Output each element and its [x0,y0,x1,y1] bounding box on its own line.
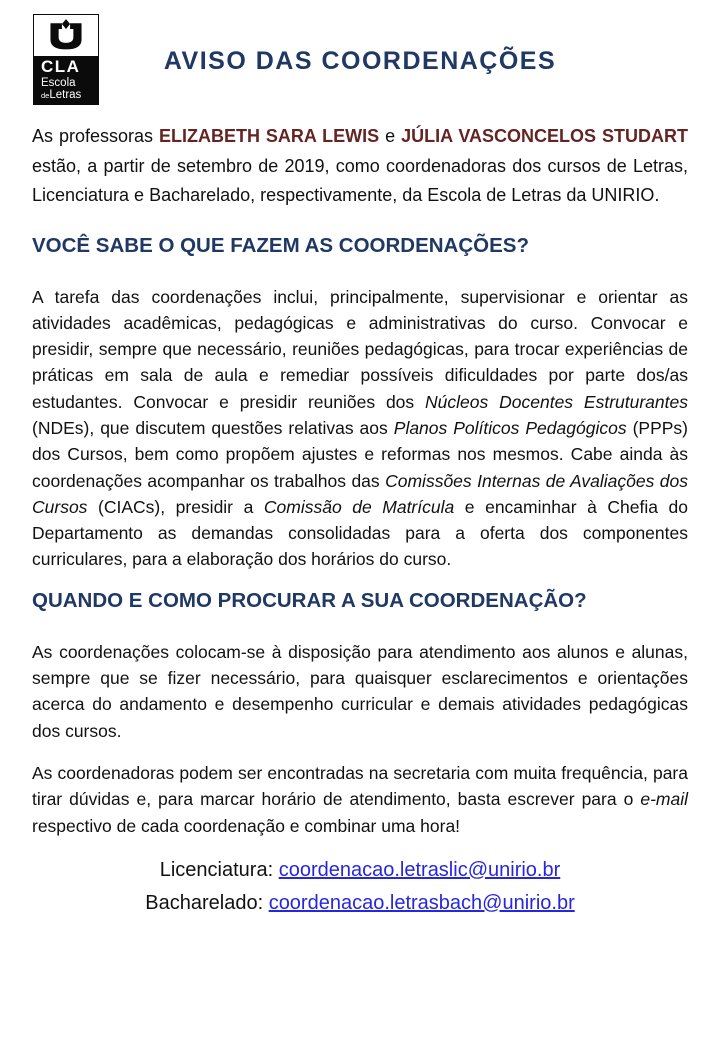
term-ppps: Planos Políticos Pedagógicos [393,417,627,438]
text-run: estão, a partir de setembro de 2019, como coordenadoras dos cursos de Letras, Licenciatura e Bacharelado, respectivamente, da Escola de Letras da UNIRIO. [32,155,688,205]
text-run: respectivo de cada coordenação e combinar uma hora! [32,815,461,836]
text-run: e [379,126,402,146]
text-run: e encaminhar à Chefia do Departamento as demandas consolidadas para a oferta dos componentes curriculares, para a elaboração dos horários do curso. [32,496,688,570]
availability-paragraph [32,639,688,744]
licenciatura-contact-line [32,854,688,887]
text-run: A tarefa das coordenações inclui, principalmente, supervisionar e orientar as atividades acadêmicas, pedagógicas e administrativas do curso. Convocar e presidir, sempre que necessário, reuniões pedagógicas, para trocar experiências de práticas em sala de aula e remediar possíveis dificuldades por parte dos/as estudantes. Convocar e presidir reuniões dos [32,286,688,412]
section-heading-when-how-contact: QUANDO E COMO PROCURAR A SUA COORDENAÇÃO? [32,588,587,612]
professor-name-elizabeth: ELIZABETH SARA LEWIS [158,126,380,146]
contact-emails [32,854,688,920]
bacharelado-contact-line [32,887,688,920]
cla-escola-letras-logo [33,14,99,105]
term-ciacs: Comissões Internas de Avaliações dos Cursos [32,470,688,517]
licenciatura-email-link[interactable]: coordenacao.letraslic@unirio.br [278,858,561,881]
section-heading-what-coordinations-do: VOCÊ SABE O QUE FAZEM AS COORDENAÇÕES? [32,233,529,257]
text-run: As coordenações colocam-se à disposição para atendimento aos alunos e alunas, sempre que se fizer necessário, para quaisquer esclarecimentos e orientações acerca do andamento e desempenho curricular e demais atividades pedagógicas dos cursos. [32,641,688,741]
professor-name-julia: JÚLIA VASCONCELOS STUDART [401,126,688,146]
term-email: e-mail [640,789,688,810]
logo-de-label: de [41,90,50,100]
term-comissao-matricula: Comissão de Matrícula [263,496,455,517]
text-run: As coordenadoras podem ser encontradas na secretaria com muita frequência, para tirar dúvidas e, para marcar horário de atendimento, basta escrever para o [32,762,688,810]
page-title: AVISO DAS COORDENAÇÕES [163,47,557,75]
unirio-u-icon [48,19,84,52]
bacharelado-label: Bacharelado: [145,891,269,914]
text-run: As professoras [32,126,159,146]
logo-letras-text: Letras [49,88,82,101]
document-body [0,122,720,920]
logo-escola-label: Escola [41,76,76,89]
logo-letras-label [41,89,98,101]
licenciatura-label: Licenciatura: [159,858,279,881]
tasks-paragraph [32,284,688,573]
text-run: (PPPs) dos Cursos, bem como propõem ajustes e reformas nos mesmos. Cabe ainda às coordenações acompanhar os trabalhos das [32,417,688,491]
how-to-contact-paragraph [32,760,688,839]
logo-cla-label: CLA [41,57,81,76]
logo-top-panel [34,15,98,56]
intro-paragraph [32,122,688,211]
bacharelado-email-link[interactable]: coordenacao.letrasbach@unirio.br [268,891,575,914]
text-run: (NDEs), que discutem questões relativas aos [32,417,394,438]
text-run: (CIACs), presidir a [87,496,264,517]
term-ndes: Núcleos Docentes Estruturantes [425,391,688,412]
logo-text [34,56,98,101]
